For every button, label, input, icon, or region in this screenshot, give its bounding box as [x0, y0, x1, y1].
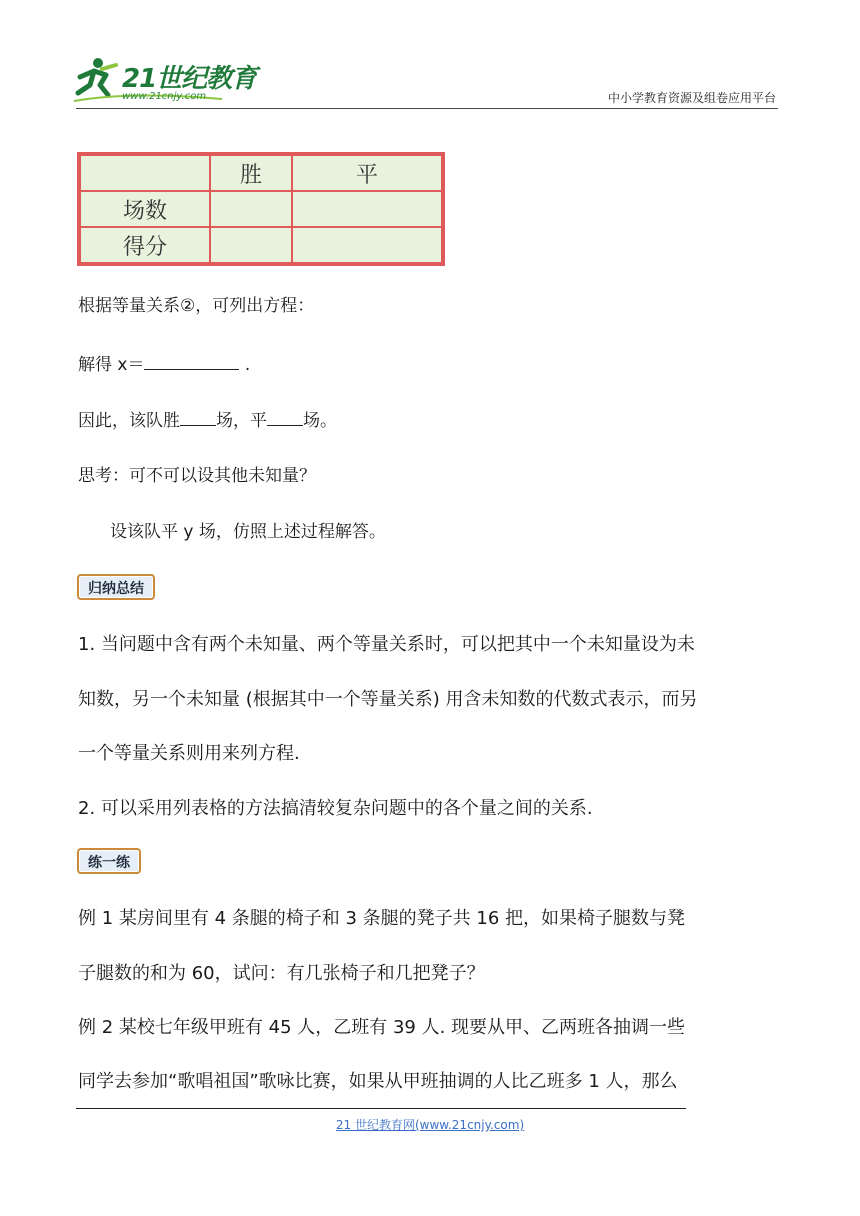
footer-divider: [76, 1108, 686, 1109]
table-header-win: 胜: [210, 155, 292, 191]
conclusion-part-a: 因此，该队胜: [78, 411, 180, 431]
solution-suffix: .: [239, 355, 251, 375]
logo-url: www.21cnjy.com: [122, 91, 207, 102]
summary-tag: 归纳总结: [77, 574, 155, 600]
example-2-line-1: 例 2 某校七年级甲班有 45 人，乙班有 39 人. 现要从甲、乙两班各抽调一些: [78, 1017, 686, 1038]
logo-title: 21世纪教育: [122, 64, 257, 94]
solution-line: [78, 353, 250, 377]
summary-point-1-line-2: 知数，另一个未知量 (根据其中一个等量关系) 用含未知数的代数式表示，而另: [78, 689, 698, 710]
alternate-approach: 设该队平 y 场，仿照上述过程解答。: [110, 522, 386, 542]
table-row-label-games: 场数: [80, 191, 210, 227]
header-divider: [76, 108, 778, 109]
conclusion-line: [78, 409, 337, 433]
answer-blank-draws[interactable]: [267, 409, 303, 426]
table-cell: [292, 227, 442, 263]
table-row-label-score: 得分: [80, 227, 210, 263]
header-platform-text: 中小学教育资源及组卷应用平台: [607, 91, 776, 105]
equation-prompt: 根据等量关系②，可列出方程：: [78, 296, 315, 316]
think-question: 思考：可不可以设其他未知量？: [78, 466, 316, 486]
win-draw-table: [77, 152, 445, 266]
example-1-line-1: 例 1 某房间里有 4 条腿的椅子和 3 条腿的凳子共 16 把，如果椅子腿数与凳: [78, 908, 686, 929]
conclusion-part-c: 场。: [303, 411, 337, 431]
table-header-draw: 平: [292, 155, 442, 191]
solution-prefix: 解得 x＝: [78, 355, 145, 375]
conclusion-part-b: 场，平: [216, 411, 267, 431]
table-cell: [210, 191, 292, 227]
summary-point-1-line-1: 1. 当问题中含有两个未知量、两个等量关系时，可以把其中一个未知量设为未: [78, 634, 695, 655]
answer-blank-x[interactable]: [144, 353, 239, 370]
table-header-empty: [80, 155, 210, 191]
summary-point-1-line-3: 一个等量关系则用来列方程.: [78, 743, 300, 764]
summary-point-2: 2. 可以采用列表格的方法搞清较复杂问题中的各个量之间的关系.: [78, 798, 593, 819]
practice-tag: 练一练: [77, 848, 141, 874]
example-1-line-2: 子腿数的和为 60，试问：有几张椅子和几把凳子？: [78, 963, 485, 984]
table-cell: [292, 191, 442, 227]
answer-blank-wins[interactable]: [180, 409, 216, 426]
footer-link[interactable]: 21 世纪教育网(www.21cnjy.com): [335, 1118, 525, 1132]
table-cell: [210, 227, 292, 263]
example-2-line-2: 同学去参加“歌唱祖国”歌咏比赛，如果从甲班抽调的人比乙班多 1 人，那么: [78, 1071, 678, 1092]
